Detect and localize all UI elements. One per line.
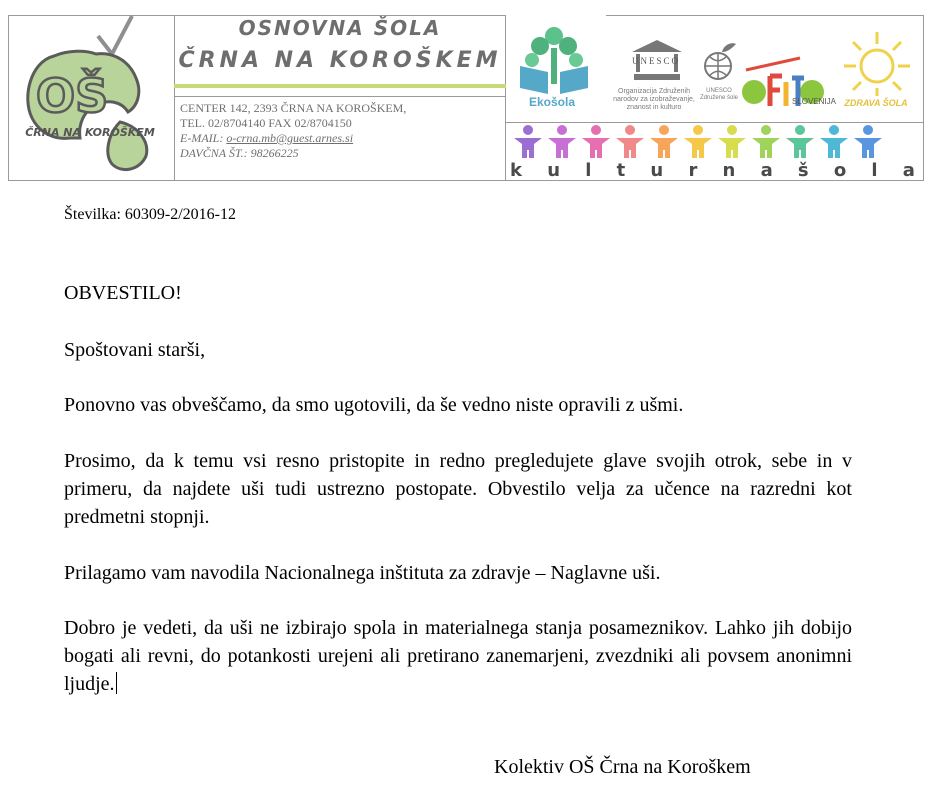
notice-title: OBVESTILO!	[64, 282, 182, 304]
school-email-line	[180, 131, 353, 146]
kulturna-sola-letter: r	[688, 160, 698, 181]
figure-icon	[616, 125, 644, 158]
partner-rule	[506, 122, 924, 123]
text-cursor	[116, 672, 117, 694]
unesco-caption: Organizacija Združenih narodov za izobraževanje, znanost in kulturo	[613, 88, 695, 111]
school-logo	[10, 14, 172, 180]
sun-icon	[842, 30, 912, 98]
kulturna-sola-letter: l	[871, 160, 878, 181]
logo-caption: ČRNA NA KOROŠKEM	[25, 126, 155, 139]
school-address: CENTER 142, 2393 ČRNA NA KOROŠKEM,	[180, 101, 407, 115]
paragraph-4-text: Dobro je vedeti, da uši ne izbirajo spola in materialnega stanja posameznikov. Lahko jih dobijo bogati ali revni, do potankosti urejeni ali pretirano zanemarjeni, zvezdniki ali povsem anonimni ljudje.	[64, 617, 852, 695]
email-label: E-MAIL:	[180, 131, 227, 145]
figure-icon	[582, 125, 610, 158]
kulturna-sola-letter: l	[585, 160, 592, 181]
unesco-associated-schools-icon	[702, 40, 738, 86]
paragraph-4	[64, 614, 852, 698]
letterhead-rule	[174, 96, 506, 97]
letterhead-notch	[506, 14, 606, 17]
kulturna-sola-letter: a	[902, 160, 915, 181]
greeting: Spoštovani starši,	[64, 339, 206, 361]
figure-icon	[820, 125, 848, 158]
checkmark-icon	[98, 16, 132, 54]
kulturna-sola-letter: t	[616, 160, 626, 181]
school-name-line1: OSNOVNA ŠOLA	[238, 16, 442, 40]
kulturna-sola-figures	[512, 124, 912, 160]
figure-icon	[650, 125, 678, 158]
unesco-associated-caption: UNESCO Združene šole	[699, 88, 739, 101]
figure-icon	[718, 125, 746, 158]
figure-icon	[786, 125, 814, 158]
kulturna-sola-word	[510, 160, 915, 181]
school-tax-number: DAVČNA ŠT.: 98266225	[180, 146, 299, 160]
figure-icon	[514, 125, 542, 158]
figure-icon	[752, 125, 780, 158]
unesco-word: UNESCO	[631, 56, 680, 66]
kulturna-sola-letter: o	[833, 160, 847, 181]
logo-initials: OŠ	[36, 69, 109, 123]
paragraph-3: Prilagamo vam navodila Nacionalnega inštituta za zdravje – Naglavne uši.	[64, 562, 661, 584]
kulturna-sola-letter: u	[547, 160, 561, 181]
paragraph-1: Ponovno vas obveščamo, da smo ugotovili, da še vedno niste opravili z ušmi.	[64, 394, 684, 416]
ekosola-logo	[512, 22, 594, 96]
fit-caption: SLOVENIJA	[792, 97, 837, 106]
kulturna-sola-letter: k	[510, 160, 522, 181]
figure-icon	[548, 125, 576, 158]
figure-icon	[684, 125, 712, 158]
paragraph-2: Prosimo, da k temu vsi resno pristopite in redno pregledujete glave svojih otrok, sebe in v primeru, da najdete uši tudi ustrezno postopate. Obvestilo velja za učence na razredni kot predmetni stopnji.	[64, 450, 852, 528]
school-phone: TEL. 02/8704140 FAX 02/8704150	[180, 116, 352, 130]
figure-icon	[854, 125, 882, 158]
kulturna-sola-letter: a	[760, 160, 773, 181]
signature: Kolektiv OŠ Črna na Koroškem	[494, 756, 751, 778]
kulturna-sola-letter: u	[650, 160, 664, 181]
email-link[interactable]: o-crna.mb@guest.arnes.si	[226, 131, 354, 145]
kulturna-sola-letter: n	[722, 160, 736, 181]
reference-number: Številka: 60309-2/2016-12	[64, 206, 236, 223]
kulturna-sola-letter: š	[797, 160, 809, 181]
ekosola-caption: Ekošola	[528, 95, 576, 109]
letterhead-divider	[174, 84, 506, 88]
school-name-line2: ČRNA NA KOROŠKEM	[178, 48, 502, 73]
zdrava-sola-caption: ZDRAVA ŠOLA	[844, 98, 908, 108]
